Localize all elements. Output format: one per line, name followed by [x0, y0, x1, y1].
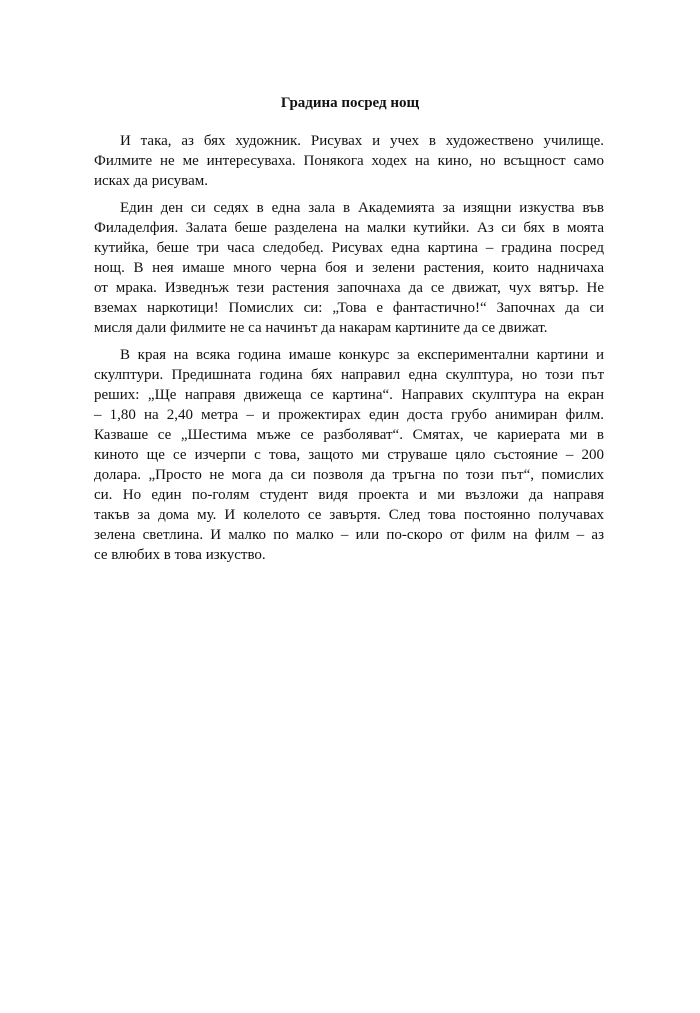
text-line: кутийка, беше три часа следобед. Рисувах една картина – градина посред: [94, 240, 604, 256]
text-line: киното ще се изчерпи с това, защото ми струваше цяло състояние – 200: [94, 447, 604, 463]
text-line: се влюбих в това изкуство.: [94, 547, 266, 563]
text-line: реших: „Ще направя движеща се картина“. Направих скулптура на екран: [94, 387, 604, 403]
text-line: си. Но един по-голям студент видя проекта и ми възложи да направя: [94, 487, 604, 503]
text-line: мисля дали филмите не са начинът да накарам картините да се движат.: [94, 320, 548, 336]
text-line: И така, аз бях художник. Рисувах и учех в художествено училище.: [120, 133, 604, 149]
paragraph-2: [94, 198, 604, 338]
text-line: долара. „Просто не мога да си позволя да тръгна по този път“, помислих: [94, 467, 604, 483]
text-line: Един ден си седях в една зала в Академията за изящни изкуства във: [120, 200, 604, 216]
document-title: Градина посред нощ: [280, 95, 420, 111]
text-line: исках да рисувам.: [94, 173, 208, 189]
text-line: Филмите не ме интересуваха. Понякога ходех на кино, но всъщност само: [94, 153, 604, 169]
text-line: скулптури. Предишната година бях направил една скулптура, но този път: [94, 367, 604, 383]
text-line: такъв за дома му. И колелото се завъртя. След това постоянно получавах: [94, 507, 604, 523]
text-line: вземах наркотици! Помислих си: „Това е фантастично!“ Започнах да си: [94, 300, 604, 316]
paragraph-3: [94, 345, 604, 565]
text-line: нощ. В нея имаше много черна боя и зелени растения, които надничаха: [94, 260, 604, 276]
text-line: – 1,80 на 2,40 метра – и прожектирах един доста грубо анимиран филм.: [94, 407, 604, 423]
text-line: В края на всяка година имаше конкурс за експериментални картини и: [120, 347, 604, 363]
text-line: Казваше се „Шестима мъже се разболяват“. Смятах, че кариерата ми в: [94, 427, 604, 443]
text-line: Филаделфия. Залата беше разделена на малки кутийки. Аз си бях в моята: [94, 220, 604, 236]
text-line: зелена светлина. И малко по малко – или по-скоро от филм на филм – аз: [94, 527, 604, 543]
text-line: от мрака. Изведнъж тези растения започнаха да се движат, чух вятър. Не: [94, 280, 604, 296]
document-body: [94, 131, 604, 572]
paragraph-1: [94, 131, 604, 191]
